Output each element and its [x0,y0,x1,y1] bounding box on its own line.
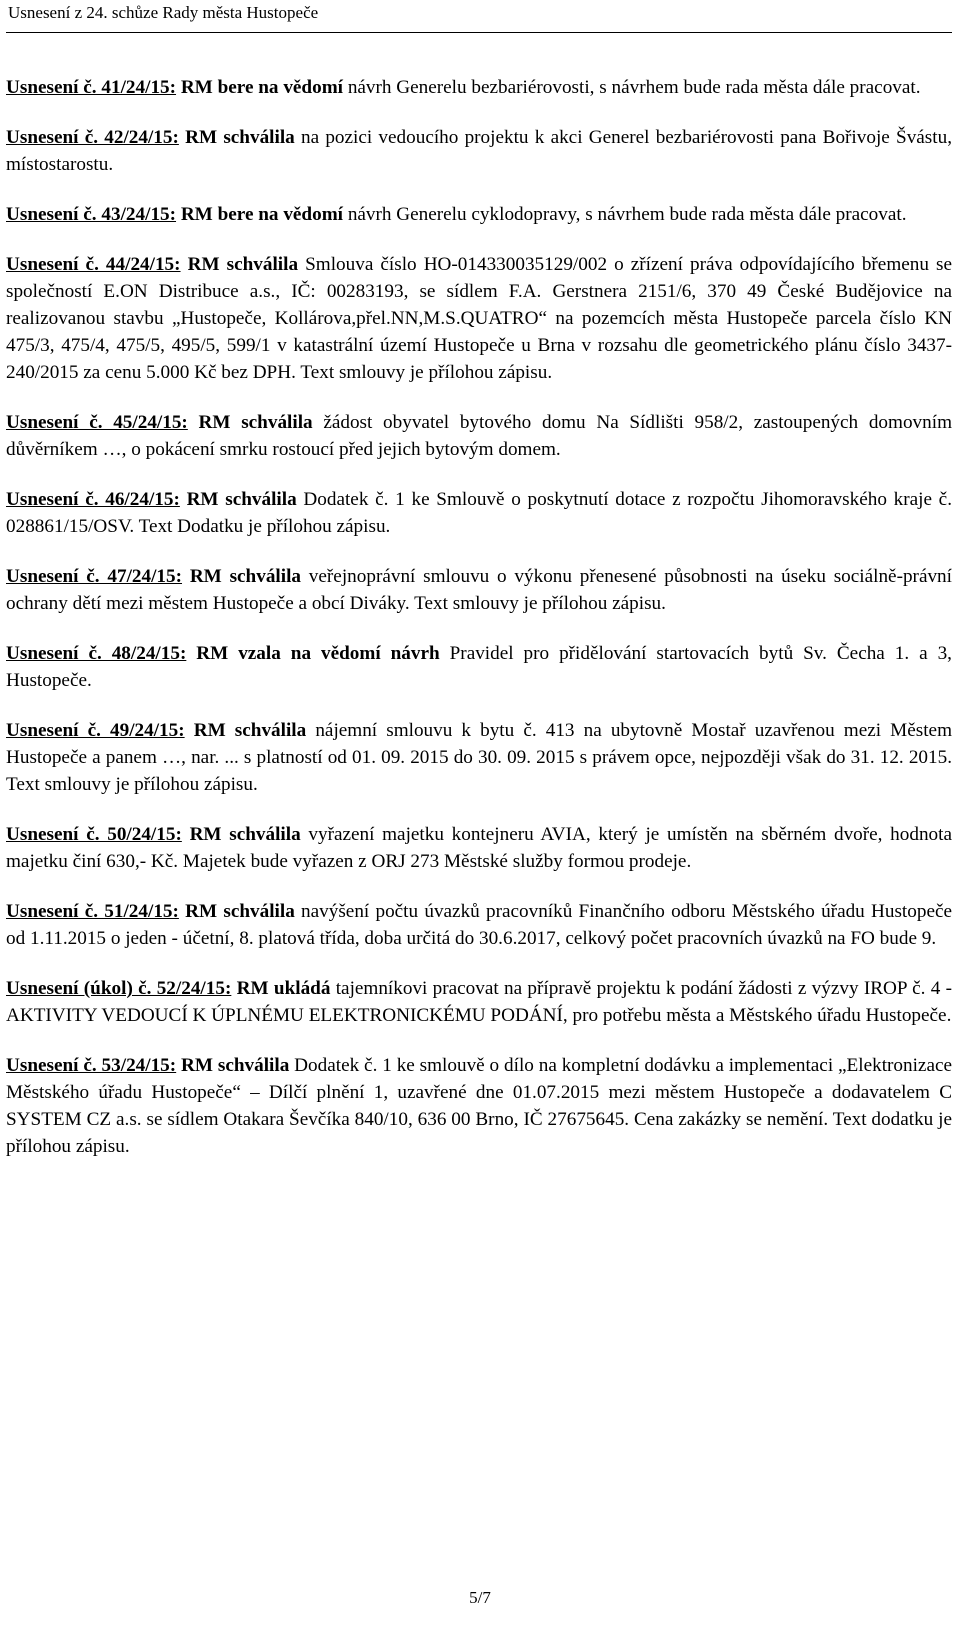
resolution-paragraph [6,201,952,228]
resolution-action: RM schválila [185,127,295,148]
page-header-title: Usnesení z 24. schůze Rady města Hustopeče [8,3,319,22]
resolution-action: RM schválila [189,824,301,845]
resolution-ref: Usnesení č. 51/24/15: [6,901,179,922]
resolution-text: návrh Generelu bezbariérovosti, s návrhem bude rada města dále pracovat. [343,77,921,98]
resolution-paragraph [6,486,952,540]
resolution-ref: Usnesení č. 53/24/15: [6,1055,177,1076]
resolution-paragraph [6,563,952,617]
resolutions-list [6,74,952,1183]
resolution-action: RM vzala na vědomí návrh [196,643,440,664]
resolution-action: RM schválila [193,720,307,741]
resolution-action: RM ukládá [236,978,331,999]
resolution-ref: Usnesení č. 48/24/15: [6,643,187,664]
resolution-ref: Usnesení č. 43/24/15: [6,204,177,225]
resolution-action: RM bere na vědomí [180,77,344,98]
header-divider [6,32,952,33]
resolution-text: Pravidel pro přidělování startovacích bytů Sv. Čecha 1. a 3, Hustopeče. [6,643,952,691]
resolution-ref: Usnesení č. 50/24/15: [6,824,182,845]
resolution-action: RM schválila [181,1055,290,1076]
resolution-ref: Usnesení č. 45/24/15: [6,412,188,433]
resolution-action: RM bere na vědomí [180,204,344,225]
resolution-text: Smlouva číslo HO-014330035129/002 o zřízení práva odpovídajícího břemenu se společností E.ON Distribuce a.s., IČ: 00283193, se sídlem F.A. Gerstnera 2151/6, 370 49 České Budějovice na realizovanou stavbu „Hustopeče, Kollárova,přel.NN,M.S.QUATRO“ na pozemcích města Hustopeče parcela číslo KN 475/3, 475/4, 475/5, 495/5, 599/1 v katastrální území Hustopeče u Brna v rozsahu dle geometrického plánu číslo 3437-240/2015 za cenu 5.000 Kč bez DPH. Text smlouvy je přílohou zápisu. [6,254,952,383]
resolution-paragraph [6,717,952,798]
resolution-text: Dodatek č. 1 ke Smlouvě o poskytnutí dotace z rozpočtu Jihomoravského kraje č. 028861/15/OSV. Text Dodatku je přílohou zápisu. [6,489,952,537]
resolution-paragraph [6,975,952,1029]
resolution-paragraph [6,251,952,386]
resolution-action: RM schválila [185,901,295,922]
page-number: 5/7 [469,1588,491,1607]
resolution-action: RM schválila [189,566,302,587]
resolution-ref: Usnesení č. 41/24/15: [6,77,177,98]
resolution-text: žádost obyvatel bytového domu Na Sídlišti 958/2, zastoupených domovním důvěrníkem …, o pokácení smrku rostoucí před jejich bytovým domem. [6,412,952,460]
resolution-text: tajemníkovi pracovat na přípravě projektu k podání žádosti z výzvy IROP č. 4 - AKTIVITY VEDOUCÍ K ÚPLNÉMU ELEKTRONICKÉMU PODÁNÍ, pro potřebu města a Městského úřadu Hustopeče. [6,978,953,1026]
resolution-text: Dodatek č. 1 ke smlouvě o dílo na kompletní dodávku a implementaci „Elektronizace Městského úřadu Hustopeče“ – Dílčí plnění 1, uzavřené dne 01.07.2015 mezi městem Hustopeče a dodavatelem C SYSTEM CZ a.s. se sídlem Otakara Ševčíka 840/10, 636 00 Brno, IČ 27675645. Cena zakázky se nemění. Text dodatku je přílohou zápisu. [6,1055,952,1157]
resolution-text: na pozici vedoucího projektu k akci Generel bezbariérovosti pana Bořivoje Švástu, místostarostu. [6,127,952,175]
resolution-ref: Usnesení č. 49/24/15: [6,720,185,741]
resolution-paragraph [6,1052,952,1160]
resolution-action: RM schválila [186,489,297,510]
resolution-ref: Usnesení č. 42/24/15: [6,127,179,148]
resolution-paragraph [6,409,952,463]
resolution-text: navýšení počtu úvazků pracovníků Finančního odboru Městského úřadu Hustopeče od 1.11.2015 o jeden - účetní, 8. platová třída, doba určitá do 30.6.2017, celkový počet pracovních úvazků na FO bude 9. [6,901,953,949]
resolution-paragraph [6,124,952,178]
resolution-paragraph [6,74,952,101]
resolution-text: nájemní smlouvu k bytu č. 413 na ubytovně Mostař uzavřenou mezi Městem Hustopeče a panem …, nar. ... s platností od 01. 09. 2015 do 30. 09. 2015 s právem opce, nejpozději však do 31. 12. 2015. Text smlouvy je přílohou zápisu. [6,720,952,795]
resolution-paragraph [6,640,952,694]
resolution-paragraph [6,898,952,952]
resolution-ref: Usnesení (úkol) č. 52/24/15: [6,978,232,999]
resolution-ref: Usnesení č. 47/24/15: [6,566,183,587]
resolution-text: návrh Generelu cyklodopravy, s návrhem bude rada města dále pracovat. [343,204,907,225]
resolution-text: vyřazení majetku kontejneru AVIA, který je umístěn na sběrném dvoře, hodnota majetku činí 630,- Kč. Majetek bude vyřazen z ORJ 273 Městské služby formou prodeje. [6,824,953,872]
resolution-action: RM schválila [198,412,313,433]
resolution-paragraph [6,821,952,875]
resolution-action: RM schválila [187,254,299,275]
resolution-text: veřejnoprávní smlouvu o výkonu přenesené působnosti na úseku sociálně-právní ochrany dětí mezi městem Hustopeče a obcí Diváky. Text smlouvy je přílohou zápisu. [6,566,952,614]
resolution-ref: Usnesení č. 46/24/15: [6,489,180,510]
resolution-ref: Usnesení č. 44/24/15: [6,254,181,275]
